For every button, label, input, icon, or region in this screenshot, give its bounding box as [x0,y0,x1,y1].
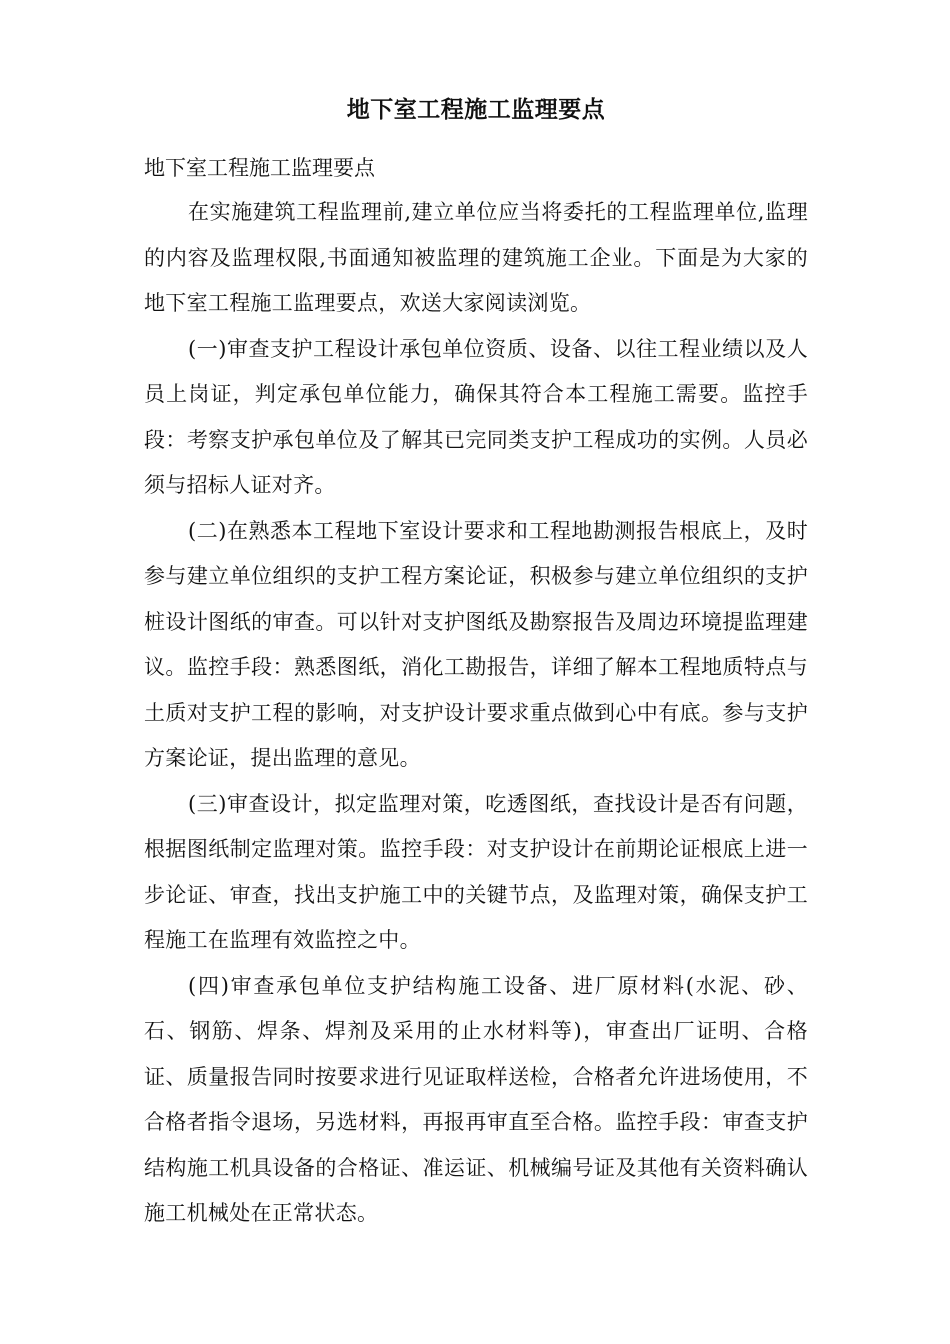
paragraph-section-3: (三)审查设计，拟定监理对策，吃透图纸，查找设计是否有问题，根据图纸制定监理对策。监控手段：对支护设计在前期论证根底上进一步论证、审查，找出支护施工中的关键节点，及监理对策，确保支护工程施工在监理有效监控之中。 [144,791,808,952]
document-subtitle: 地下室工程施工监理要点 [144,156,375,180]
paragraph-section-1: (一)审查支护工程设计承包单位资质、设备、以往工程业绩以及人员上岗证，判定承包单位能力，确保其符合本工程施工需要。监控手段：考察支护承包单位及了解其已完同类支护工程成功的实例。人员必须与招标人证对齐。 [144,336,808,497]
paragraph-section-2: (二)在熟悉本工程地下室设计要求和工程地勘测报告根底上，及时参与建立单位组织的支护工程方案论证，积极参与建立单位组织的支护桩设计图纸的审查。可以针对支护图纸及勘察报告及周边环境提监理建议。监控手段：熟悉图纸，消化工勘报告，详细了解本工程地质特点与土质对支护工程的影响，对支护设计要求重点做到心中有底。参与支护方案论证，提出监理的意见。 [144,518,808,770]
document-page [144,88,808,1237]
paragraph-intro: 在实施建筑工程监理前,建立单位应当将委托的工程监理单位,监理的内容及监理权限,书面通知被监理的建筑施工企业。下面是为大家的地下室工程施工监理要点，欢送大家阅读浏览。 [144,200,808,315]
document-title: 地下室工程施工监理要点 [346,96,606,123]
paragraph-section-4: (四)审查承包单位支护结构施工设备、进厂原材料(水泥、砂、石、钢筋、焊条、焊剂及采用的止水材料等)，审查出厂证明、合格证、质量报告同时按要求进行见证取样送检，合格者允许进场使用，不合格者指令退场，另选材料，再报再审直至合格。监控手段：审查支护结构施工机具设备的合格证、准运证、机械编号证及其他有关资料确认施工机械处在正常状态。 [144,973,808,1225]
